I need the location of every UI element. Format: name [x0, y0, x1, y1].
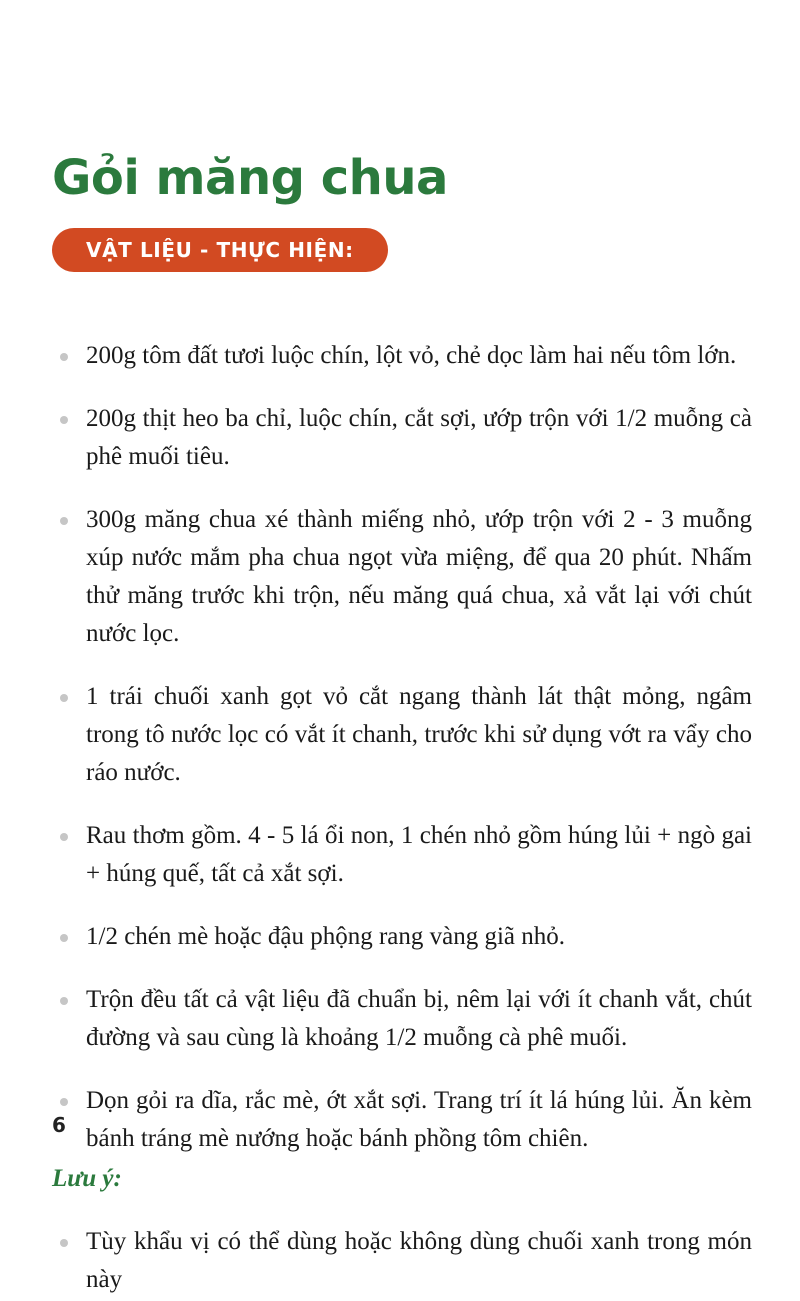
bullet-icon [60, 517, 68, 525]
bullet-icon [60, 833, 68, 841]
bullet-icon [60, 934, 68, 942]
bullet-icon [60, 353, 68, 361]
list-item [52, 918, 752, 956]
list-item [52, 400, 752, 476]
list-item-text: 1/2 chén mè hoặc đậu phộng rang vàng giã nhỏ. [86, 923, 566, 950]
list-item-text: Dọn gỏi ra dĩa, rắc mè, ớt xắt sợi. Trang trí ít lá húng lủi. Ăn kèm bánh tráng mè nướng hoặc bánh phồng tôm chiên. [86, 1087, 752, 1152]
note-label: Lưu ý: [52, 1165, 122, 1192]
list-item-text: 1 trái chuối xanh gọt vỏ cắt ngang thành lát thật mỏng, ngâm trong tô nước lọc có vắt ít chanh, trước khi sử dụng vớt ra vẩy cho ráo nước. [86, 683, 752, 786]
list-item [52, 501, 752, 653]
bullet-icon [60, 416, 68, 424]
list-item-text: Rau thơm gồm. 4 - 5 lá ổi non, 1 chén nhỏ gồm húng lủi + ngò gai + húng quế, tất cả xắt sợi. [86, 822, 752, 887]
list-item [52, 1082, 752, 1158]
list-item [52, 981, 752, 1057]
recipe-content [52, 312, 752, 1301]
list-item-text: 200g tôm đất tươi luộc chín, lột vỏ, chẻ dọc làm hai nếu tôm lớn. [86, 342, 737, 369]
list-item-text: 300g măng chua xé thành miếng nhỏ, ướp trộn với 2 - 3 muỗng xúp nước mắm pha chua ngọt vừa miệng, để qua 20 phút. Nhấm thử măng trước khi trộn, nếu măng quá chua, xả vắt lại với chút nước lọc. [86, 506, 752, 647]
note-item-text: Tùy khẩu vị có thể dùng hoặc không dùng chuối xanh trong món này [86, 1228, 752, 1293]
section-badge: VẬT LIỆU - THỰC HIỆN: [52, 228, 388, 272]
list-item [52, 817, 752, 893]
bullet-icon [60, 1098, 68, 1106]
page-title: Gỏi măng chua [52, 150, 448, 207]
list-item-text: Trộn đều tất cả vật liệu đã chuẩn bị, nêm lại với ít chanh vắt, chút đường và sau cùng là khoảng 1/2 muỗng cà phê muối. [86, 986, 752, 1051]
list-item [52, 337, 752, 375]
bullet-icon [60, 694, 68, 702]
list-item [52, 678, 752, 792]
note-item [52, 1223, 752, 1299]
page-number: 6 [52, 1113, 66, 1137]
list-item-text: 200g thịt heo ba chỉ, luộc chín, cắt sợi, ướp trộn với 1/2 muỗng cà phê muối tiêu. [86, 405, 752, 470]
bullet-icon [60, 997, 68, 1005]
bullet-icon [60, 1239, 68, 1247]
